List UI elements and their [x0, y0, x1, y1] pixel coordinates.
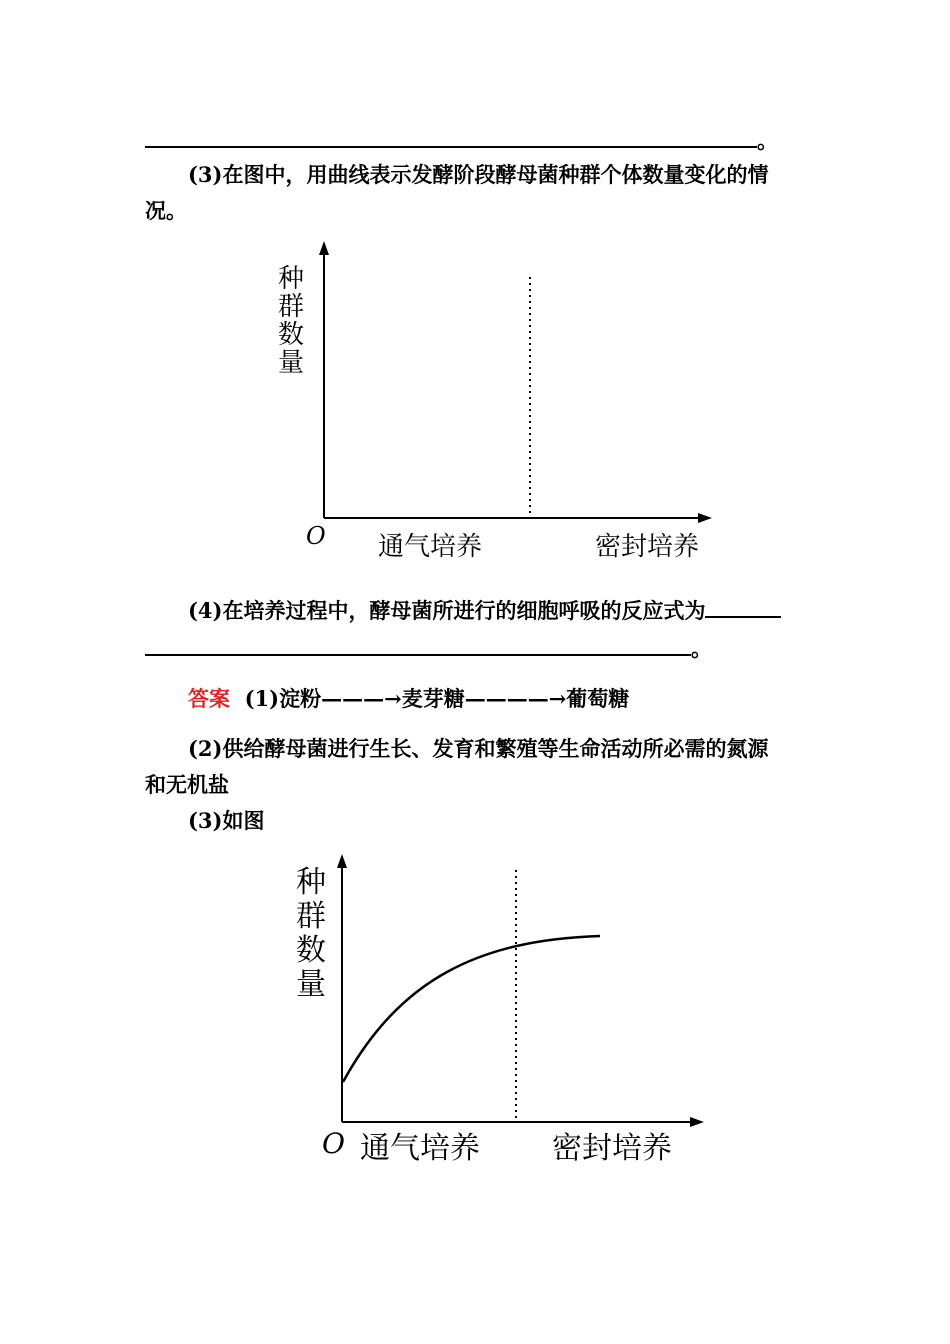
x-axis-arrow — [698, 513, 712, 523]
question-4: (4)在培养过程中，酵母菌所进行的细胞呼吸的反应式为 — [188, 596, 781, 626]
y-label-2: 群 — [296, 899, 326, 934]
question-3: (3)在图中，用曲线表示发酵阶段酵母菌种群个体数量变化的情 — [188, 162, 769, 187]
question-4-cont: 。 — [145, 634, 712, 664]
fill-blank[interactable] — [145, 634, 691, 656]
answer-2: (2)供给酵母菌进行生长、发育和繁殖等生命活动所必需的氮源 — [188, 736, 769, 761]
y-label-1: 种 — [278, 264, 305, 294]
population-curve — [343, 936, 600, 1082]
y-label-4: 量 — [296, 967, 326, 1002]
y-axis-arrow — [319, 241, 329, 255]
answer-3: (3)如图 — [188, 808, 265, 833]
x-label-aerobic: 通气培养 — [378, 532, 483, 562]
y-label-2: 群 — [278, 292, 305, 322]
origin-label: O — [306, 522, 326, 550]
y-label-3: 数 — [296, 933, 326, 968]
y-label-1: 种 — [296, 865, 326, 900]
y-axis-arrow — [337, 854, 347, 868]
origin-label: O — [322, 1127, 345, 1160]
question-3-cont: 况。 — [145, 198, 187, 223]
x-label-sealed: 密封培养 — [595, 532, 700, 562]
x-axis-arrow — [690, 1117, 704, 1127]
fill-blank[interactable] — [145, 126, 757, 148]
answer-1: 答案 (1)淀粉———→麦芽糖————→葡萄糖 — [188, 686, 630, 711]
blank-graph — [270, 235, 730, 570]
y-label-3: 数 — [278, 320, 305, 350]
answer-graph — [290, 848, 720, 1173]
x-label-aerobic: 通气培养 — [360, 1131, 480, 1166]
y-label-4: 量 — [278, 348, 305, 378]
answer-2-cont: 和无机盐 — [145, 772, 229, 797]
answer-tag: 答案 — [188, 686, 230, 711]
fill-blank[interactable] — [705, 596, 781, 618]
x-label-sealed: 密封培养 — [552, 1131, 672, 1166]
answer-blank-line: 。 — [145, 126, 778, 156]
